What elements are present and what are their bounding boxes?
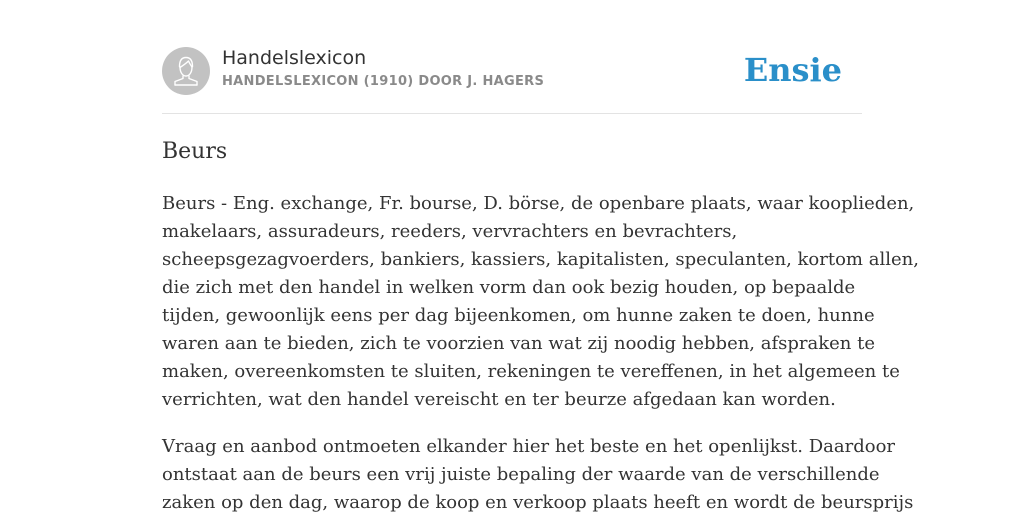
text-line: maken, overeenkomsten te sluiten, rekeningen te vereffenen, in het algemeen te [162, 361, 900, 382]
entry-title: Beurs [162, 139, 228, 164]
text-line: zaken op den dag, waarop de koop en verkoop plaats heeft en wordt de beursprijs [162, 492, 914, 512]
text-line: Beurs - Eng. exchange, Fr. bourse, D. börse, de openbare plaats, waar kooplieden, [162, 193, 915, 214]
text-line: die zich met den handel in welken vorm dan ook bezig houden, op bepaalde [162, 277, 856, 298]
text-line: Vraag en aanbod ontmoeten elkander hier het beste en het openlijkst. Daardoor [162, 436, 896, 457]
paragraph [162, 433, 914, 512]
source-header [162, 47, 862, 95]
text-line: waren aan te bieden, zich te voorzien van wat zij noodig hebben, afspraken te [162, 333, 876, 354]
avatar[interactable] [162, 47, 210, 95]
entry-body [162, 190, 919, 512]
user-icon [162, 47, 210, 95]
text-line: scheepsgezagvoerders, bankiers, kassiers, kapitalisten, speculanten, kortom allen, [162, 249, 919, 270]
text-line: makelaars, assuradeurs, reeders, vervrachters en bevrachters, [162, 221, 738, 242]
paragraph [162, 190, 919, 414]
ensie-logo[interactable]: Ensie [743, 51, 842, 89]
text-line: ontstaat aan de beurs een vrij juiste bepaling der waarde van de verschillende [162, 464, 880, 485]
source-title[interactable]: Handelslexicon [222, 47, 367, 69]
source-subtitle[interactable]: HANDELSLEXICON (1910) DOOR J. HAGERS [222, 74, 545, 89]
text-line: tijden, gewoonlijk eens per dag bijeenkomen, om hunne zaken te doen, hunne [162, 305, 875, 326]
header-divider [162, 113, 862, 114]
text-line: verrichten, wat den handel vereischt en ter beurze afgedaan kan worden. [162, 389, 836, 410]
